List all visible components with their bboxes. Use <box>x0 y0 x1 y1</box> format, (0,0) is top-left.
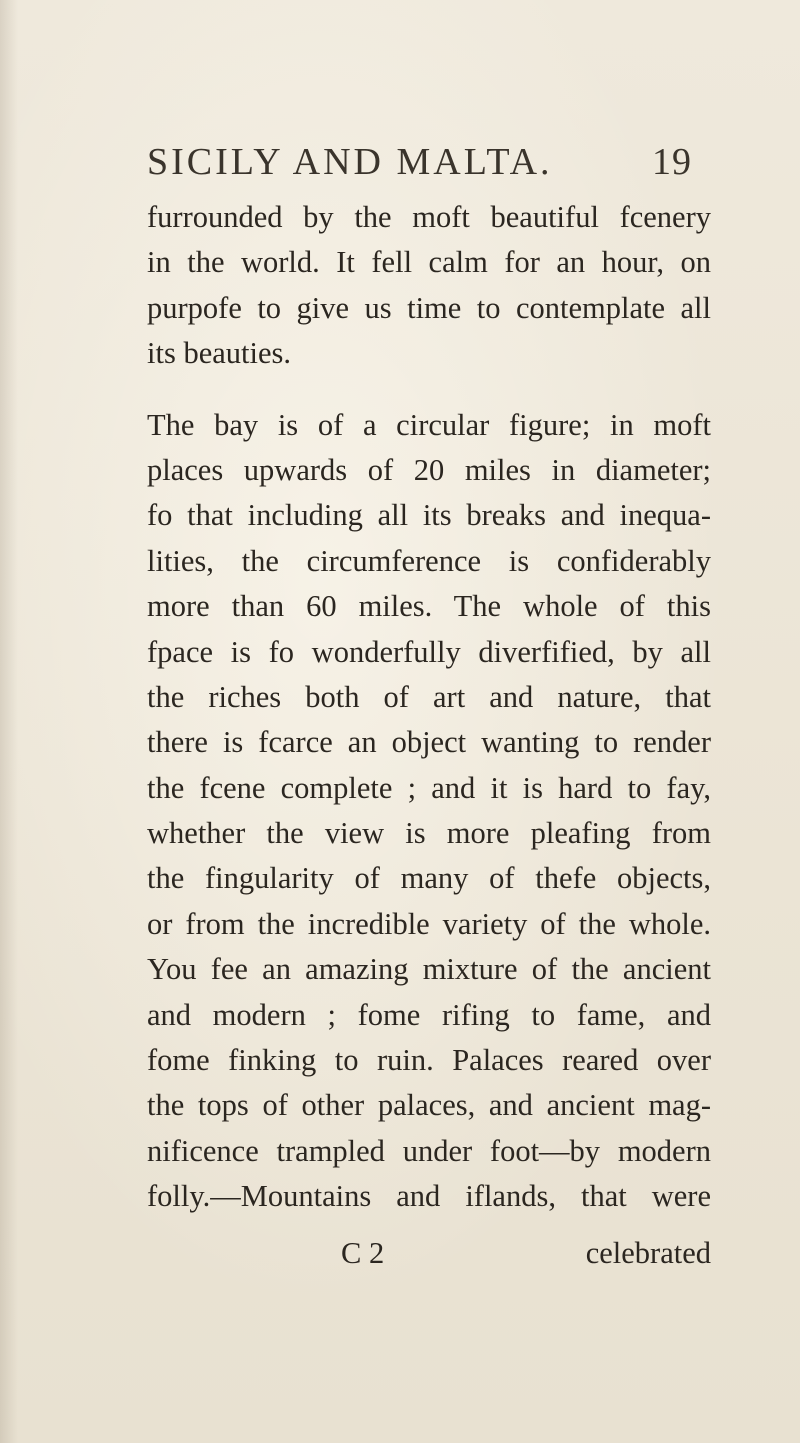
running-head <box>147 140 692 184</box>
text-line: The bay is of a circular figure; in moft <box>147 407 711 442</box>
text-line: nificence trampled under foot—by modern <box>147 1133 711 1168</box>
gutter-shadow <box>0 0 18 1443</box>
text-line: there is fcarce an object wanting to render <box>147 725 711 760</box>
text-line: places upwards of 20 miles in diameter; <box>147 452 711 487</box>
text-line: furrounded by the moft beautiful fcenery <box>147 200 711 234</box>
text-line: purpofe to give us time to contemplate all <box>147 290 711 325</box>
paragraph <box>147 195 717 377</box>
text-line: fpace is fo wonderfully diverfified, by all <box>147 634 711 669</box>
text-line: lities, the circumference is confiderably <box>147 543 711 578</box>
text-line: the tops of other palaces, and ancient mag- <box>147 1088 711 1123</box>
signature-mark: C 2 <box>341 1236 385 1270</box>
body-text <box>147 195 717 1220</box>
text-line: and modern ; fome rifing to fame, and <box>147 997 711 1032</box>
catchword: celebrated <box>585 1236 711 1270</box>
text-line: fome finking to ruin. Palaces reared over <box>147 1043 711 1078</box>
paragraph-gap <box>147 377 717 403</box>
text-line: whether the view is more pleafing from <box>147 816 711 851</box>
text-line: or from the incredible variety of the whole. <box>147 906 711 941</box>
text-line: in the world. It fell calm for an hour, on <box>147 245 711 280</box>
paragraph <box>147 403 717 1220</box>
text-line: the fcene complete ; and it is hard to fay, <box>147 770 711 805</box>
text-line: the riches both of art and nature, that <box>147 679 711 714</box>
text-line: You fee an amazing mixture of the ancient <box>147 952 711 987</box>
text-line: the fingularity of many of thefe objects, <box>147 861 711 896</box>
text-line: its beauties. <box>147 336 291 371</box>
text-line: folly.—Mountains and iflands, that were <box>147 1179 711 1214</box>
page-footer <box>147 1236 711 1282</box>
running-title: SICILY AND MALTA. <box>147 141 553 183</box>
text-line: more than 60 miles. The whole of this <box>147 589 711 624</box>
page-number: 19 <box>652 141 692 183</box>
text-line: fo that including all its breaks and inequa- <box>147 498 711 533</box>
